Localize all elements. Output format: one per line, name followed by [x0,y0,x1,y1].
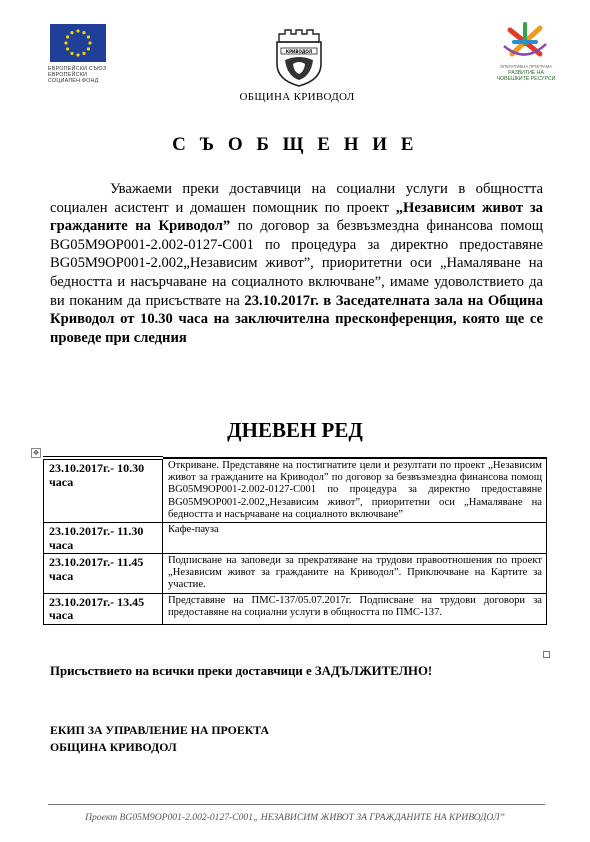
agenda-description: Подписване на заповеди за прекратяване на трудови правоотношения по проект „Независим живот за гражданите на Криводол”. Приключване на Картите за участие. [163,554,547,594]
agenda-time: 23.10.2017г.- 11.45 часа [44,554,163,594]
table-resize-handle[interactable] [543,651,550,658]
signature-block [50,722,350,756]
municipality-name: ОБЩИНА КРИВОДОЛ [239,91,355,103]
op-hr-logo-text: ОПЕРАТИВНА ПРОГРАМА РАЗВИТИЕ НА ЧОВЕШКИТЕ РЕСУРСИ [496,64,556,82]
table-row [44,523,547,554]
table-row [44,554,547,594]
eu-flag-icon [50,24,106,62]
municipality-crest-icon [271,28,327,88]
team-line: ЕКИП ЗА УПРАВЛЕНИЕ НА ПРОЕКТА [50,723,270,737]
invitation-paragraph [50,180,543,347]
op-hr-logo [488,20,564,82]
agenda-description: Откриване. Представяне на постигнатите цели и резултати по проект „Независим живот за гражданите на Криводол” по договор за безвъзмездна финансова помощ BG05M9OP001-2.002-0127-C001 по процедура за директно предоставяне BG05M9OP001-2.002„Независим живот”, приоритетни оси „Намаляване на бедността и насърчаване на социалното включване” [163,458,547,523]
table-row [44,458,547,523]
footer-divider [48,804,545,805]
table-row [44,593,547,624]
event-details: 23.10.2017г. в Заседателната зала на Община Криводол от 10.30 часа на заключителна пресконференция, която ще се проведе при следния [50,292,543,346]
agenda-description: Кафе-пауза [163,523,547,554]
agenda-description: Представяне на ПМС-137/05.07.2017г. Подписване на трудови договори за предоставяне на социални услуги в общността по ПМС-137. [163,593,547,624]
agenda-table [43,456,547,625]
agenda-time: 23.10.2017г.- 11.30 часа [44,523,163,554]
agenda-title: ДНЕВЕН РЕД [227,418,363,442]
mandatory-notice: Присъствието на всички преки доставчици е ЗАДЪЛЖИТЕЛНО! [50,664,433,678]
table-move-handle-icon[interactable]: ✥ [31,448,41,458]
eu-logo [48,24,124,85]
project-name: „Независим живот за гражданите на Криводол” [50,199,543,235]
agenda-time: 23.10.2017г.- 13.45 часа [44,593,163,624]
document-title: С Ъ О Б Щ Е Н И Е [172,134,418,155]
paragraph-middle: по договор за безвъзмездна финансова помощ BG05M9OP001-2.002-0127-C001 по процедура за директно предоставяне BG05M9OP001-2.002„Независим живот”, приоритетни оси „Намаляване на бедността и насърчаване на социалното включване”, имаме удоволствието да ви поканим да присъствате на [50,218,543,309]
footer-text: Проект BG05M9OP001-2.002-0127-C001„ НЕЗАВИСИМ ЖИВОТ ЗА ГРАЖДАНИТЕ НА КРИВОДОЛ” [85,812,505,823]
organization-line: ОБЩИНА КРИВОДОЛ [50,740,177,754]
agenda-time: 23.10.2017г.- 10.30 часа [44,458,163,523]
crest-label: КРИВОДОЛ [285,49,313,54]
paragraph-intro: Уважаеми преки доставчици на социални услуги в общността социален асистент и домашен помощник по проект [50,181,543,216]
op-hr-mark-icon [500,20,550,62]
eu-logo-text: ЕВРОПЕЙСКИ СЪЮЗ ЕВРОПЕЙСКИ СОЦИАЛЕН ФОНД [48,66,107,85]
